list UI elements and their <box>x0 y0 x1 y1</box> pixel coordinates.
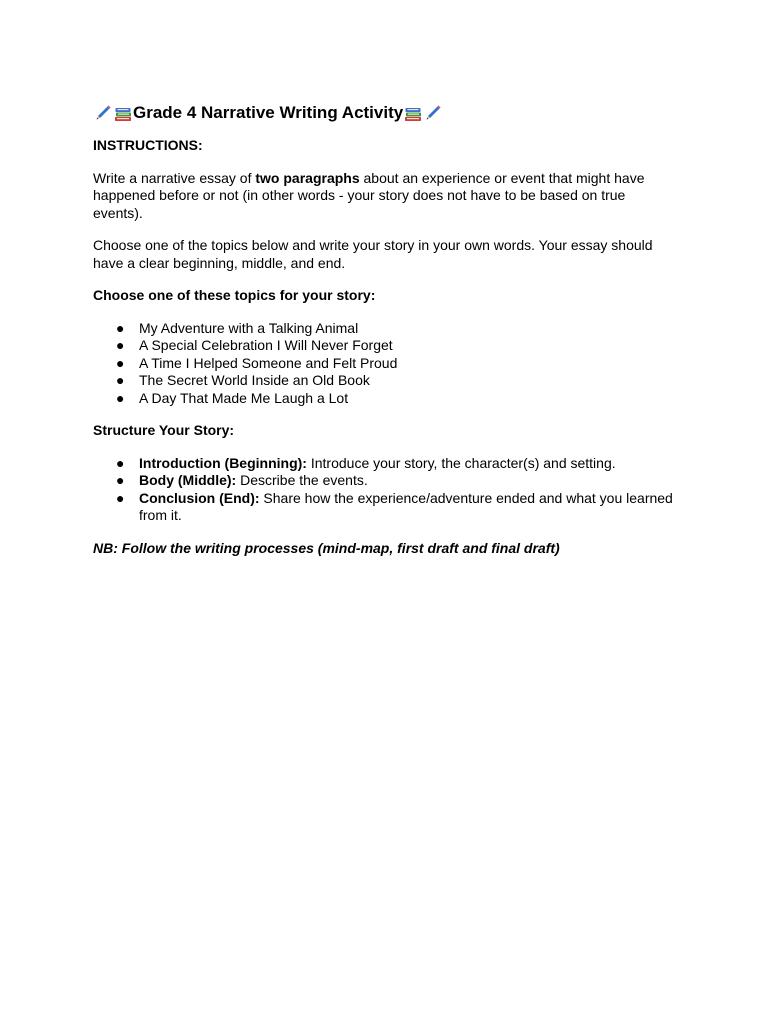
pen-icon <box>423 103 443 123</box>
topic-text: A Time I Helped Someone and Felt Proud <box>139 354 398 371</box>
bullet-icon: ● <box>116 389 125 406</box>
list-item <box>93 472 673 490</box>
bullet-icon: ● <box>116 472 125 488</box>
bullet-icon: ● <box>116 319 125 336</box>
pen-icon <box>93 103 113 123</box>
books-icon <box>403 103 423 123</box>
books-icon <box>113 103 133 123</box>
topic-text: The Secret World Inside an Old Book <box>139 372 370 388</box>
list-item <box>93 337 673 355</box>
structure-text: Share how the experience/adventure ended and what you learned from it. <box>139 489 673 523</box>
instructions-paragraph-1 <box>93 170 673 223</box>
paragraph-text: about an experience or event that might have happened before or not (in other words - your story does not have to be based on true events). <box>93 169 645 221</box>
topic-text: A Special Celebration I Will Never Forget <box>139 337 393 353</box>
paragraph-emphasis: two paragraphs <box>255 169 360 186</box>
topic-text: My Adventure with a Talking Animal <box>139 319 359 336</box>
instructions-paragraph-2: Choose one of the topics below and write your story in your own words. Your essay should have a clear beginning, middle, and end. <box>93 237 653 271</box>
structure-text: Introduce your story, the character(s) and setting. <box>306 454 616 471</box>
title-text: Grade 4 Narrative Writing Activity <box>133 103 404 122</box>
bullet-icon: ● <box>116 454 125 471</box>
list-item <box>93 320 673 338</box>
topics-list <box>93 320 673 408</box>
bullet-icon: ● <box>116 489 125 506</box>
list-item <box>93 372 673 390</box>
list-item <box>93 355 673 373</box>
structure-label: Introduction (Beginning): <box>139 454 307 471</box>
list-item <box>93 390 673 408</box>
note-text: NB: Follow the writing processes (mind-map, first draft and final draft) <box>93 539 560 556</box>
structure-heading: Structure Your Story: <box>93 422 235 438</box>
list-item <box>93 455 673 473</box>
structure-label: Body (Middle): <box>139 472 237 488</box>
bullet-icon: ● <box>116 337 125 353</box>
structure-text: Describe the events. <box>236 472 368 488</box>
paragraph-text: Write a narrative essay of <box>93 169 256 186</box>
topic-text: A Day That Made Me Laugh a Lot <box>139 389 349 406</box>
document-page <box>93 102 673 557</box>
list-item <box>93 490 673 525</box>
structure-list <box>93 455 673 525</box>
structure-label: Conclusion (End): <box>139 489 260 506</box>
topics-heading: Choose one of these topics for your story: <box>93 287 376 303</box>
instructions-heading: INSTRUCTIONS: <box>93 137 203 153</box>
bullet-icon: ● <box>116 372 125 388</box>
bullet-icon: ● <box>116 354 125 371</box>
page-title <box>93 102 673 124</box>
